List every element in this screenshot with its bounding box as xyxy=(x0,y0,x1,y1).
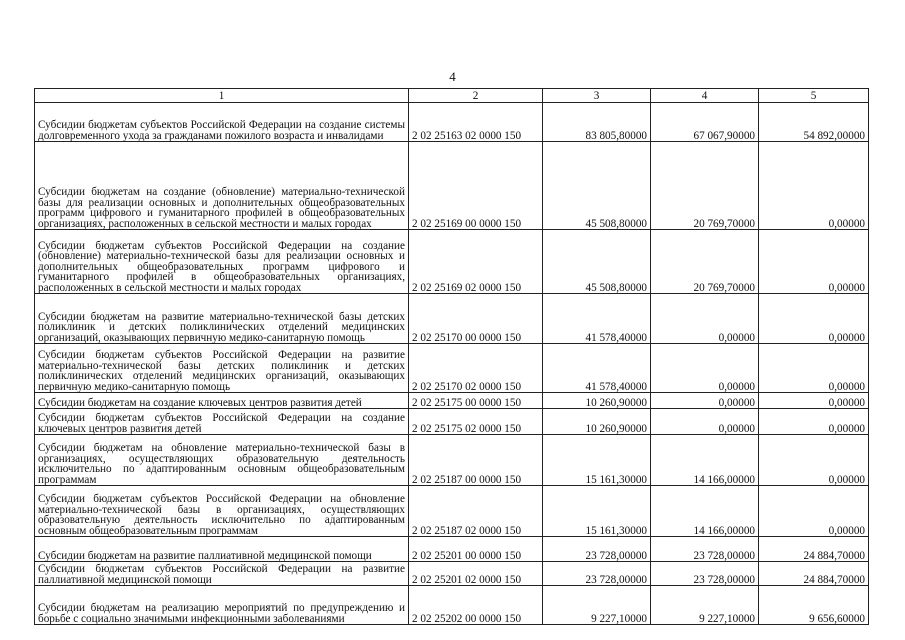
table-row xyxy=(35,562,869,586)
amount-col3-cell: 83 805,80000 xyxy=(543,103,651,142)
amount-col4-cell: 20 769,70000 xyxy=(651,230,759,294)
revenue-name-cell: Субсидии бюджетам субъектов Российской Федерации на развитие материально-технической базы детских поликлиник и детских поликлинических отделений медицинских организаций, оказывающих первичную медико-санитарную помощь xyxy=(35,344,409,393)
budget-code-cell: 2 02 25187 00 0000 150 xyxy=(409,435,543,486)
amount-col3-cell: 10 260,90000 xyxy=(543,409,651,435)
amount-col4-cell: 0,00000 xyxy=(651,393,759,409)
budget-code-cell: 2 02 25201 00 0000 150 xyxy=(409,537,543,562)
budget-code-cell: 2 02 25170 00 0000 150 xyxy=(409,294,543,344)
amount-col3-cell: 41 578,40000 xyxy=(543,344,651,393)
budget-code-cell: 2 02 25187 02 0000 150 xyxy=(409,486,543,537)
table-row xyxy=(35,586,869,625)
table-row xyxy=(35,294,869,344)
amount-col4-cell: 0,00000 xyxy=(651,294,759,344)
amount-col5-cell: 9 656,60000 xyxy=(759,586,869,625)
table-row xyxy=(35,537,869,562)
header-cell-5: 5 xyxy=(759,89,869,103)
table-row xyxy=(35,103,869,142)
header-cell-3: 3 xyxy=(543,89,651,103)
revenue-name-cell: Субсидии бюджетам на создание ключевых центров развития детей xyxy=(35,393,409,409)
amount-col4-cell: 67 067,90000 xyxy=(651,103,759,142)
amount-col5-cell: 0,00000 xyxy=(759,409,869,435)
amount-col5-cell: 0,00000 xyxy=(759,230,869,294)
amount-col3-cell: 23 728,00000 xyxy=(543,537,651,562)
page-number: 4 xyxy=(449,69,456,84)
amount-col3-cell: 15 161,30000 xyxy=(543,486,651,537)
table-row xyxy=(35,435,869,486)
amount-col3-cell: 45 508,80000 xyxy=(543,142,651,230)
header-row xyxy=(35,89,869,103)
budget-code-cell: 2 02 25175 00 0000 150 xyxy=(409,393,543,409)
amount-col5-cell: 24 884,70000 xyxy=(759,537,869,562)
amount-col5-cell: 0,00000 xyxy=(759,294,869,344)
amount-col3-cell: 10 260,90000 xyxy=(543,393,651,409)
budget-code-cell: 2 02 25169 00 0000 150 xyxy=(409,142,543,230)
table-row xyxy=(35,142,869,230)
budget-code-cell: 2 02 25169 02 0000 150 xyxy=(409,230,543,294)
header-cell-4: 4 xyxy=(651,89,759,103)
revenue-name-cell: Субсидии бюджетам на создание (обновление) материально-технической базы для реализации основных и дополнительных общеобразовательных программ цифрового и гуманитарного профилей в общеобразовательных организациях, расположенных в сельской местности и малых городах xyxy=(35,142,409,230)
revenue-name-cell: Субсидии бюджетам субъектов Российской Федерации на обновление материально-технической базы в организациях, осуществляющих образовательную деятельность исключительно по адаптированным основным общеобразовательным программам xyxy=(35,486,409,537)
amount-col5-cell: 54 892,00000 xyxy=(759,103,869,142)
table-row xyxy=(35,486,869,537)
amount-col5-cell: 0,00000 xyxy=(759,435,869,486)
budget-code-cell: 2 02 25170 02 0000 150 xyxy=(409,344,543,393)
revenue-name-cell: Субсидии бюджетам субъектов Российской Федерации на развитие паллиативной медицинской помощи xyxy=(35,562,409,586)
amount-col4-cell: 14 166,00000 xyxy=(651,435,759,486)
amount-col3-cell: 15 161,30000 xyxy=(543,435,651,486)
amount-col4-cell: 23 728,00000 xyxy=(651,562,759,586)
revenue-name-cell: Субсидии бюджетам субъектов Российской Федерации на создание (обновление) материально-технической базы для реализации основных и дополнительных общеобразовательных программ цифрового и гуманитарного профилей в общеобразовательных организациях, расположенных в сельской местности и малых городах xyxy=(35,230,409,294)
revenue-name-cell: Субсидии бюджетам на развитие материально-технической базы детских поликлиник и детских поликлинических отделений медицинских организаций, оказывающих первичную медико-санитарную помощь xyxy=(35,294,409,344)
amount-col3-cell: 9 227,10000 xyxy=(543,586,651,625)
amount-col4-cell: 20 769,70000 xyxy=(651,142,759,230)
table-row xyxy=(35,393,869,409)
amount-col5-cell: 0,00000 xyxy=(759,142,869,230)
amount-col3-cell: 45 508,80000 xyxy=(543,230,651,294)
amount-col5-cell: 0,00000 xyxy=(759,393,869,409)
amount-col4-cell: 0,00000 xyxy=(651,344,759,393)
amount-col4-cell: 23 728,00000 xyxy=(651,537,759,562)
budget-table xyxy=(34,88,869,625)
budget-code-cell: 2 02 25202 00 0000 150 xyxy=(409,586,543,625)
amount-col3-cell: 23 728,00000 xyxy=(543,562,651,586)
amount-col4-cell: 9 227,10000 xyxy=(651,586,759,625)
table-row xyxy=(35,230,869,294)
budget-code-cell: 2 02 25175 02 0000 150 xyxy=(409,409,543,435)
table-row xyxy=(35,409,869,435)
amount-col5-cell: 0,00000 xyxy=(759,486,869,537)
budget-code-cell: 2 02 25201 02 0000 150 xyxy=(409,562,543,586)
amount-col5-cell: 24 884,70000 xyxy=(759,562,869,586)
revenue-name-cell: Субсидии бюджетам на обновление материально-технической базы в организациях, осуществляющих образовательную деятельность исключительно по адаптированным основным общеобразовательным программам xyxy=(35,435,409,486)
revenue-name-cell: Субсидии бюджетам на развитие паллиативной медицинской помощи xyxy=(35,537,409,562)
header-cell-1: 1 xyxy=(35,89,409,103)
amount-col4-cell: 0,00000 xyxy=(651,409,759,435)
revenue-name-cell: Субсидии бюджетам на реализацию мероприятий по предупреждению и борьбе с социально значимыми инфекционными заболеваниями xyxy=(35,586,409,625)
amount-col3-cell: 41 578,40000 xyxy=(543,294,651,344)
revenue-name-cell: Субсидии бюджетам субъектов Российской Федерации на создание ключевых центров развития детей xyxy=(35,409,409,435)
table-row xyxy=(35,344,869,393)
revenue-name-cell: Субсидии бюджетам субъектов Российской Федерации на создание системы долговременного ухода за гражданами пожилого возраста и инвалидами xyxy=(35,103,409,142)
budget-code-cell: 2 02 25163 02 0000 150 xyxy=(409,103,543,142)
amount-col4-cell: 14 166,00000 xyxy=(651,486,759,537)
header-cell-2: 2 xyxy=(409,89,543,103)
amount-col5-cell: 0,00000 xyxy=(759,344,869,393)
